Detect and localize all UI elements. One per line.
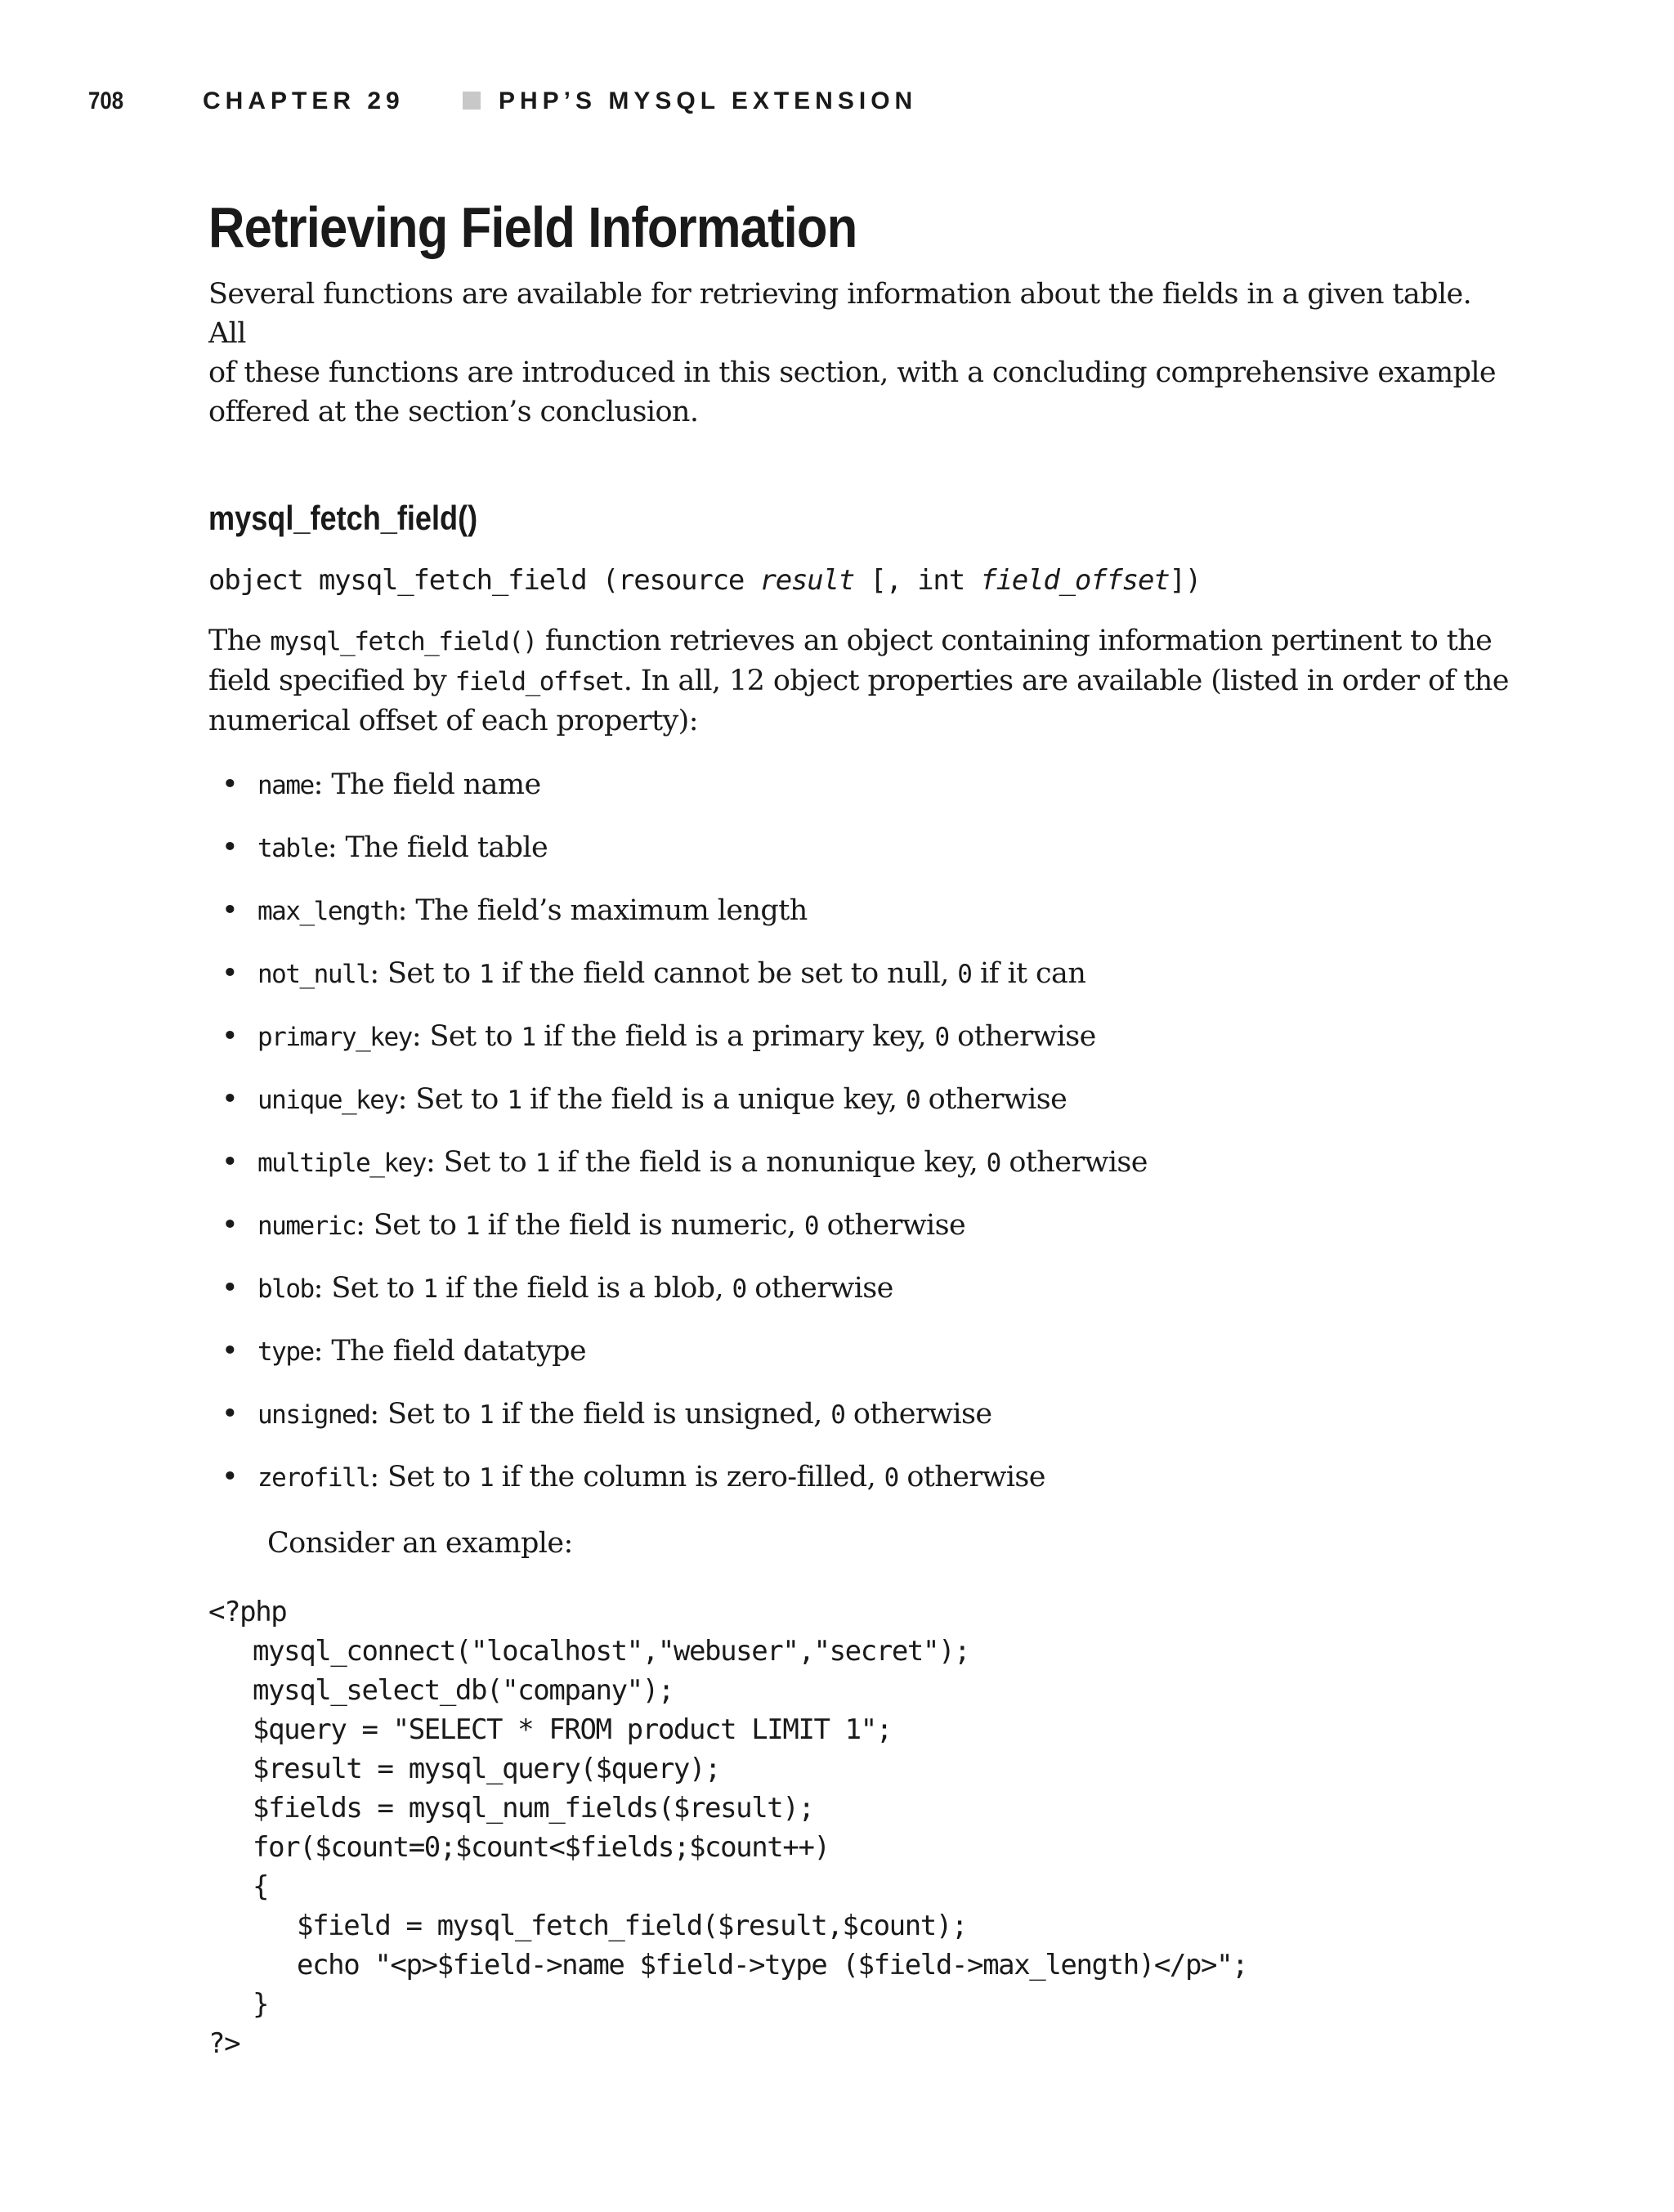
property-code: max_length [257,897,398,926]
code-line: echo "<p>$field->name $field->type ($field->max_length)</p>"; [297,1949,1248,1981]
property-item [222,1143,1516,1206]
code-line: $field = mysql_fetch_field($result,$count); [297,1910,967,1942]
code-line: ?> [208,2027,240,2060]
property-desc: : The field datatype [313,1335,587,1368]
code-line: } [253,1988,269,2021]
bullet-icon: • [222,894,239,927]
property-item [222,1017,1516,1080]
property-code: blob [257,1274,314,1304]
signature-part-1: object mysql_fetch_field (resource [208,564,760,597]
property-desc: if the field is numeric, [479,1209,804,1242]
code-line: mysql_select_db("company"); [253,1674,674,1707]
property-desc: : Set to [369,957,479,990]
description-text-3: . In all, 12 object properties are available (listed in order of the numerical offset of each property): [208,665,1509,737]
page-number: 708 [88,87,124,114]
intro-line-3: offered at the section’s conclusion. [208,396,699,428]
property-code: unsigned [257,1400,370,1430]
bullet-icon: • [222,957,239,990]
description-code-function: mysql_fetch_field() [270,627,537,656]
bullet-icon: • [222,1335,239,1368]
property-desc: if the field is a nonunique key, [548,1146,987,1179]
property-desc: if the field is unsigned, [493,1398,831,1431]
property-item [222,1332,1516,1395]
property-value-zero: 0 [830,1400,845,1430]
description-text-2: function retrieves an object containing information pertinent to the field specified by [208,625,1493,697]
property-value-one: 1 [535,1149,549,1178]
signature-arg-result: result [759,564,855,597]
bullet-icon: • [222,1020,239,1053]
property-value-zero: 0 [732,1274,746,1304]
bullet-icon: • [222,1209,239,1242]
property-code: not_null [257,960,370,989]
function-heading: mysql_fetch_field() [208,499,478,537]
bullet-icon: • [222,1398,239,1431]
property-value-one: 1 [478,1463,494,1493]
property-desc: : Set to [313,1272,423,1305]
property-desc: : The field name [313,768,541,801]
description-text-1: The [208,625,271,657]
bullet-icon: • [222,1083,239,1116]
description-code-field-offset: field_offset [454,667,624,696]
intro-paragraph [208,275,1516,432]
code-example [208,1592,1516,2063]
property-desc: if the column is zero-filled, [493,1461,884,1493]
property-desc: otherwise [948,1020,1096,1053]
example-lead: Consider an example: [267,1527,573,1560]
function-description [208,621,1516,741]
property-value-zero: 0 [905,1086,920,1115]
property-value-one: 1 [423,1274,437,1304]
property-desc: : Set to [369,1398,479,1431]
running-head [88,82,1560,121]
chapter-label: CHAPTER 29 [203,87,405,114]
property-item [222,1395,1516,1458]
function-signature [208,561,1516,600]
intro-line-1: Several functions are available for retrieving information about the fields in a given table. All [208,278,1472,350]
property-desc: if the field is a blob, [436,1272,732,1305]
property-desc: otherwise [1000,1146,1148,1179]
intro-line-2: of these functions are introduced in this section, with a concluding comprehensive example [208,356,1497,389]
property-item [222,765,1516,828]
section-heading: Retrieving Field Information [208,195,857,259]
property-value-zero: 0 [986,1149,1000,1178]
property-desc: otherwise [745,1272,893,1305]
bullet-icon: • [222,1146,239,1179]
property-item [222,828,1516,891]
code-line: for($count=0;$count<$fields;$count++) [253,1831,830,1864]
property-code: type [257,1337,314,1367]
code-line: $result = mysql_query($query); [253,1753,721,1785]
property-desc: if the field cannot be set to null, [493,957,958,990]
property-desc: : Set to [411,1020,521,1053]
property-value-one: 1 [464,1211,479,1241]
property-desc: if the field is a primary key, [535,1020,935,1053]
bullet-icon: • [222,1272,239,1305]
property-item [222,1206,1516,1269]
property-value-zero: 0 [957,960,972,989]
property-desc: otherwise [920,1083,1068,1116]
chapter-title: PHP’S MYSQL EXTENSION [499,87,918,114]
property-item [222,1080,1516,1143]
property-value-one: 1 [478,960,494,989]
page-content [208,186,1516,2063]
property-item [222,1458,1516,1520]
property-desc: otherwise [818,1209,966,1242]
property-list [208,765,1516,1520]
code-line: $query = "SELECT * FROM product LIMIT 1"; [253,1713,892,1746]
property-item [222,1269,1516,1332]
property-value-one: 1 [521,1023,535,1052]
bullet-icon: • [222,768,239,801]
property-code: numeric [257,1211,356,1241]
property-code: table [257,834,328,863]
property-value-zero: 0 [934,1023,949,1052]
property-desc: otherwise [844,1398,992,1431]
property-desc: : Set to [369,1461,479,1493]
property-desc: if it can [971,957,1086,990]
property-desc: : The field table [327,831,548,864]
code-line: mysql_connect("localhost","webuser","secret"); [253,1635,970,1668]
code-line: <?php [208,1596,287,1628]
code-line: { [253,1870,269,1903]
property-code: primary_key [257,1023,412,1052]
bullet-icon: • [222,1461,239,1493]
bullet-icon: • [222,831,239,864]
signature-part-2: [, int [854,564,981,597]
property-value-one: 1 [507,1086,521,1115]
property-desc: if the field is a unique key, [521,1083,906,1116]
signature-arg-field-offset: field_offset [980,564,1170,597]
property-value-zero: 0 [803,1211,819,1241]
property-code: zerofill [257,1463,370,1493]
property-value-one: 1 [478,1400,494,1430]
chapter-separator-square-icon [463,92,481,110]
property-desc: : Set to [356,1209,465,1242]
property-value-zero: 0 [884,1463,898,1493]
property-desc: : The field’s maximum length [397,894,808,927]
property-desc: : Set to [425,1146,535,1179]
property-item [222,891,1516,954]
property-code: name [257,771,314,800]
signature-part-3: ]) [1169,564,1202,597]
property-code: unique_key [257,1086,398,1115]
code-line: $fields = mysql_num_fields($result); [253,1792,814,1825]
property-desc: otherwise [897,1461,1045,1493]
property-code: multiple_key [257,1149,426,1178]
property-item [222,954,1516,1017]
property-desc: : Set to [397,1083,508,1116]
